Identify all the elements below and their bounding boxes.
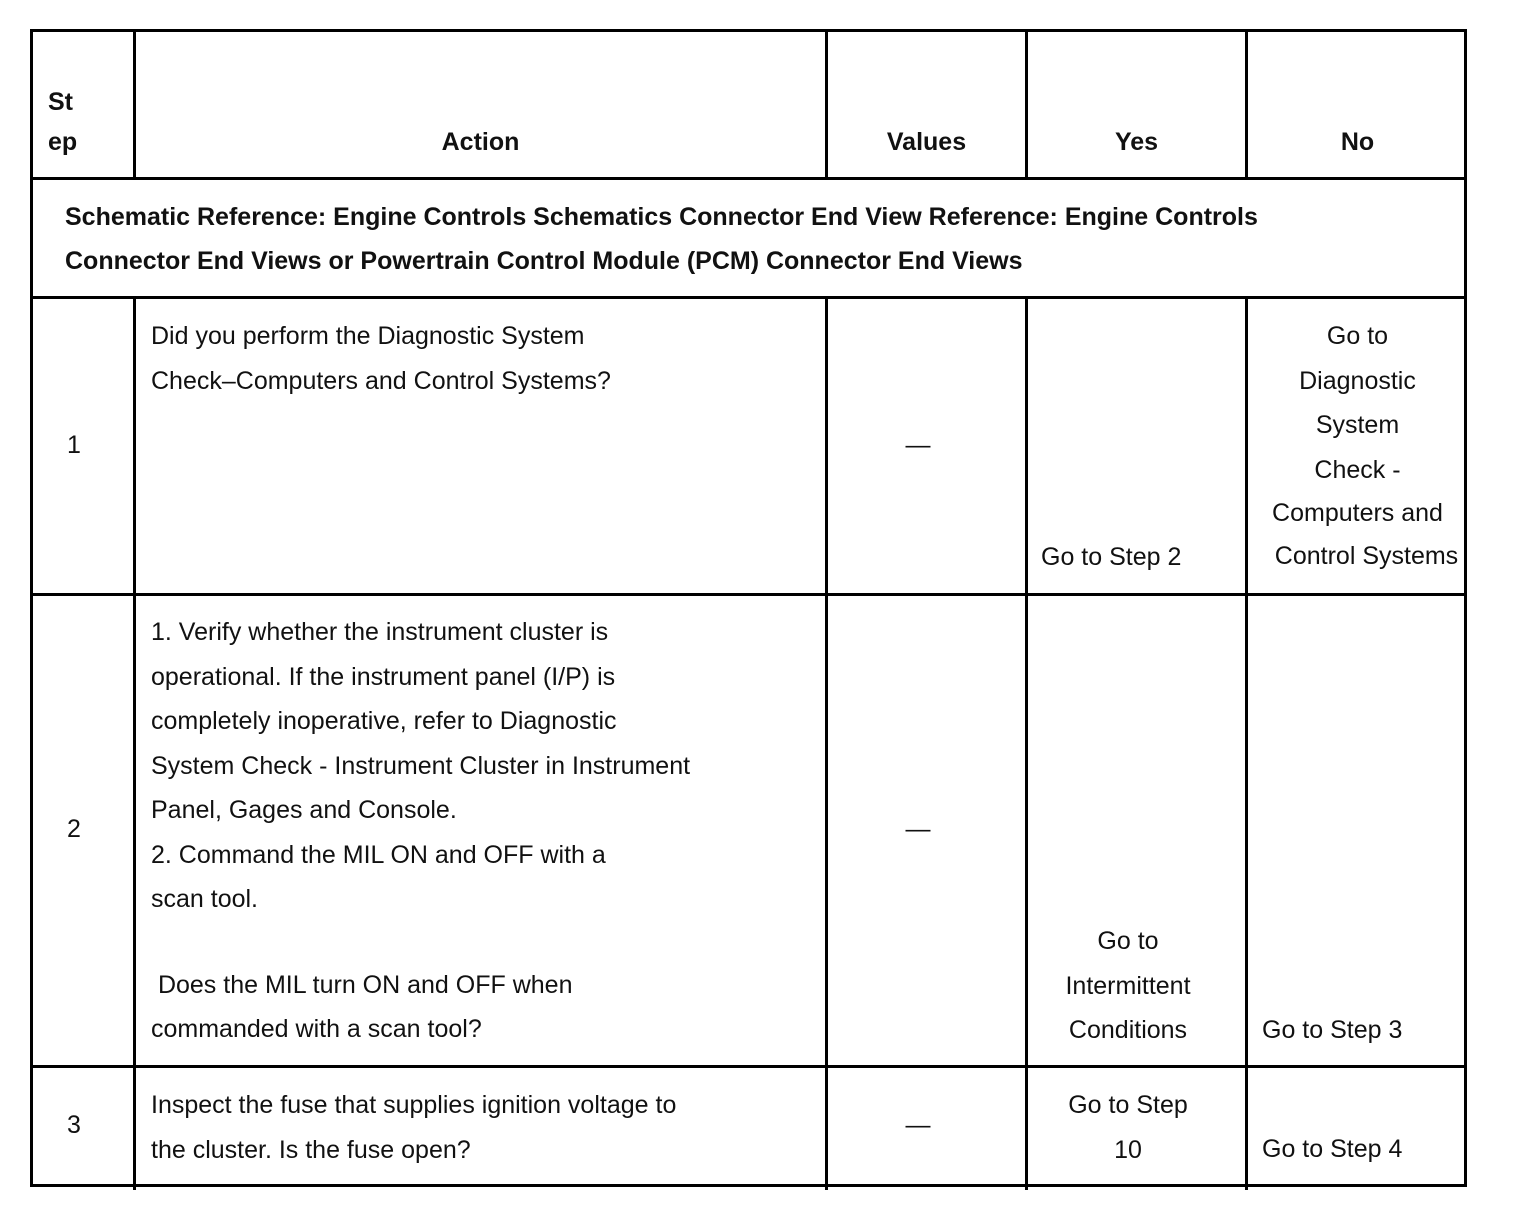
col-divider: [133, 296, 136, 1190]
schematic-reference: [65, 195, 1258, 283]
row1-step: 1: [67, 431, 81, 459]
header-yes: Yes: [1114, 128, 1159, 156]
diagnostic-table: [30, 29, 1467, 1187]
no-line: Control Systems: [1274, 542, 1459, 570]
action-line: commanded with a scan tool?: [151, 1015, 482, 1043]
row2-step: 2: [67, 815, 81, 843]
yes-line: 10: [1114, 1135, 1142, 1164]
yes-line: Intermittent: [1065, 971, 1191, 1000]
header-step: [48, 82, 77, 162]
no-line: System: [1315, 411, 1400, 439]
row3-step: 3: [67, 1111, 81, 1139]
row2-yes: [1028, 919, 1228, 1053]
row3-no: Go to Step 4: [1262, 1135, 1403, 1163]
header-no: No: [1340, 128, 1375, 156]
action-line: Panel, Gages and Console.: [151, 796, 457, 824]
row2-values: —: [905, 815, 931, 843]
action-line: Inspect the fuse that supplies ignition voltage to: [151, 1091, 677, 1119]
action-line: Did you perform the Diagnostic System: [151, 322, 585, 350]
action-line: Does the MIL turn ON and OFF when: [151, 970, 573, 999]
action-line: the cluster. Is the fuse open?: [151, 1135, 471, 1164]
row-divider: [33, 593, 1464, 596]
reference-line: Schematic Reference: Engine Controls Schematics Connector End View Reference: Engine Controls: [65, 203, 1258, 231]
header-step-line: St: [48, 88, 73, 116]
action-line: operational. If the instrument panel (I/P) is: [151, 662, 616, 691]
row1-yes: Go to Step 2: [1041, 543, 1182, 571]
row-divider: [33, 296, 1464, 299]
action-line: 2. Command the MIL ON and OFF with a: [151, 840, 606, 869]
header-values: Values: [886, 128, 967, 156]
row-divider: [33, 1065, 1464, 1068]
action-line: completely inoperative, refer to Diagnostic: [151, 707, 617, 735]
header-action: Action: [441, 128, 520, 156]
row1-no: [1248, 314, 1467, 579]
row3-yes: [1028, 1083, 1228, 1172]
row2-no: Go to Step 3: [1262, 1016, 1403, 1044]
yes-line: Go to Step: [1068, 1091, 1188, 1119]
action-line: 1. Verify whether the instrument cluster is: [151, 618, 609, 646]
no-line: Go to: [1326, 322, 1389, 350]
row3-action: [151, 1083, 676, 1172]
reference-line: Connector End Views or Powertrain Control Module (PCM) Connector End Views: [65, 247, 1023, 275]
yes-line: Go to: [1097, 927, 1159, 955]
yes-line: Conditions: [1068, 1016, 1188, 1044]
col-divider: [1025, 296, 1028, 1190]
row1-action: [151, 314, 611, 403]
action-line: Check–Computers and Control Systems?: [151, 366, 611, 395]
row1-values: —: [905, 431, 931, 459]
row2-action: [151, 610, 690, 1052]
no-line: Computers and: [1272, 499, 1443, 527]
action-line: scan tool.: [151, 885, 259, 913]
spacer: [151, 922, 690, 963]
no-line: Diagnostic: [1299, 366, 1416, 395]
row3-values: —: [905, 1111, 931, 1139]
action-line: System Check - Instrument Cluster in Instrument: [151, 751, 691, 780]
row-divider: [33, 177, 1464, 180]
no-line: Check -: [1314, 455, 1401, 484]
header-step-line: ep: [48, 128, 78, 156]
